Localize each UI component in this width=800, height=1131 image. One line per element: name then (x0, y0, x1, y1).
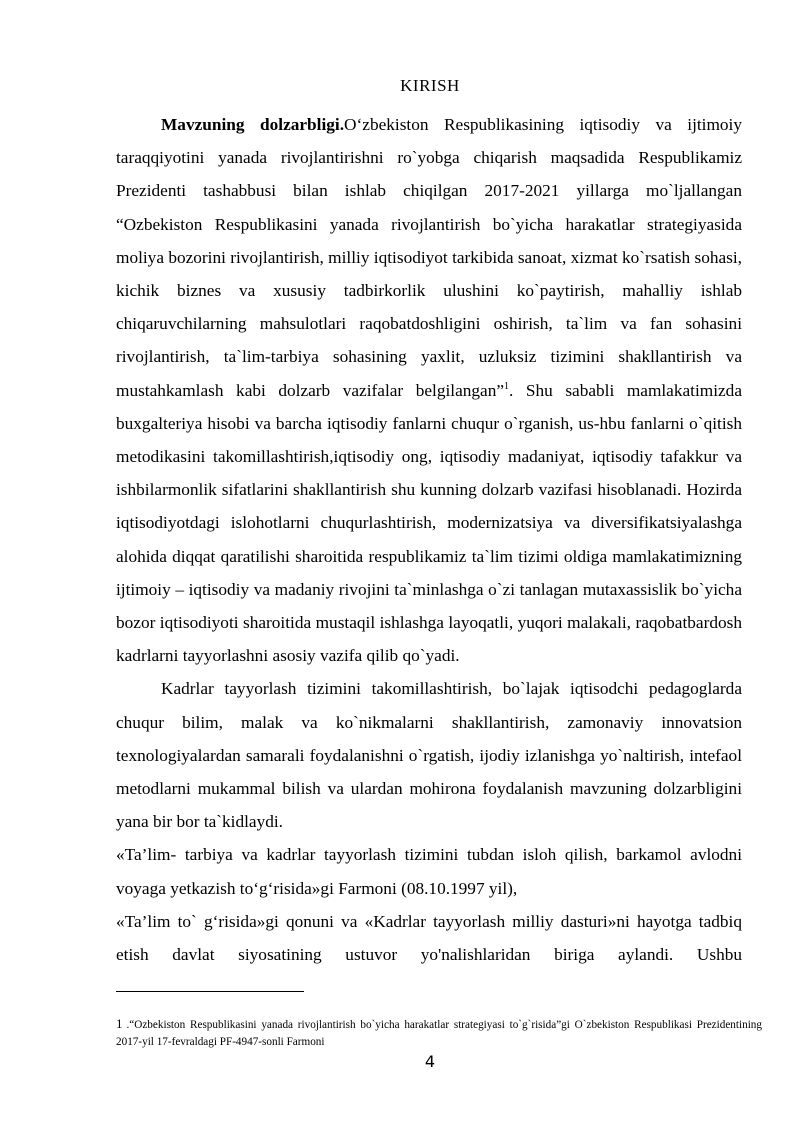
relevance-bold-label: Mavzuning dolzarbligi. (161, 115, 345, 134)
paragraph-relevance (116, 108, 742, 672)
footnote-separator (116, 991, 304, 992)
relevance-text: O‘zbekiston Respublikasining iqtisodiy va ijtimoiy taraqqiyotini yanada rivojlantirishni ro`yobga chiqarish maqsadida Respublikamiz Prezidenti tashabbusi bilan ishlab chiqilgan 2017-2021 yillarga mo`ljallangan “Ozbekiston Respublikasini yanada rivojlantirish bo`yicha harakatlar strategiyasida moliya bozorini rivojlantirish, milliy iqtisodiyot tarkibida sanoat, xizmat ko`rsatish sohasi, kichik biznes va xususiy tadbirkorlik ulushini ko`paytirish, mahalliy ishlab chiqaruvchilarning mahsulotlari raqobatdoshligini oshirish, ta`lim va fan sohasini rivojlantirish, ta`lim-tarbiya sohasining yaxlit, uzluksiz tizimini shakllantirish va mustahkamlash kabi dolzarb vazifalar belgilangan” (116, 115, 742, 400)
footnote (116, 1015, 762, 1051)
footnote-reference[interactable]: 1 (504, 380, 510, 392)
paragraph-personnel-training: Kadrlar tayyorlash tizimini takomillashtirish, bo`lajak iqtisodchi pedagoglarda chuqur bilim, malak va ko`nikmalarni shakllantirish, zamonaviy innovatsion texnologiyalardan samarali foydalanishni o`rgatish, ijodiy izlanishga yo`naltirish, intefaol metodlarni mukammal bilish va ulardan mohirona foydalanish mavzuning dolzarbligini yana bir bor ta`kidlaydi. (116, 679, 742, 832)
paragraph-decree: «Ta’lim- tarbiya va kadrlar tayyorlash tizimini tubdan isloh qilish, barkamol avlodni voyaga yetkazish to‘g‘risida»gi Farmoni (08.10.1997 yil), (116, 845, 742, 898)
body-text (116, 108, 742, 971)
footnote-text: .“Ozbekiston Respublikasini yanada rivojlantirish bo`yicha harakatlar strategiyasi to`g`risida”gi O`zbekiston Respublikasi Prezidentining 2017-yil 17-fevraldagi PF-4947-sonli Farmoni (116, 1019, 762, 1048)
page-number: 4 (424, 1052, 436, 1071)
relevance-text-continued: . Shu sababli mamlakatimizda buxgalteriya hisobi va barcha iqtisodiy fanlarni chuqur o`rganish, us-hbu fanlarni o`qitish metodikasini takomillashtirish,iqtisodiy ong, iqtisodiy madaniyat, iqtisodiy tafakkur va ishbilarmonlik sifatlarini shakllantirish shu kunning dolzarb vazifasi hisoblanadi. Hozirda iqtisodiyotdagi islohotlarni chuqurlashtirish, modernizatsiya va diversifikatsiyalashga alohida diqqat qaratilishi sharoitida respublikamiz ta`lim tizimi oldiga mamlakatimizning ijtimoiy – iqtisodiy va madaniy rivojini ta`minlashga o`zi tanlagan mutaxassislik bo`yicha bozor iqtisodiyoti sharoitida mustaqil ishlashga layoqatli, yuqori malakali, raqobatbardosh kadrlarni tayyorlashni asosiy vazifa qilib qo`yadi. (116, 380, 742, 666)
paragraph-law: «Ta’lim to` g‘risida»gi qonuni va «Kadrlar tayyorlash milliy dasturi»ni hayotga tadbiq etish davlat siyosatining ustuvor yo'nalishlaridan biriga aylandi. Ushbu (116, 911, 742, 965)
section-heading: KIRISH (400, 76, 460, 95)
footnote-number: 1 (116, 1016, 123, 1031)
